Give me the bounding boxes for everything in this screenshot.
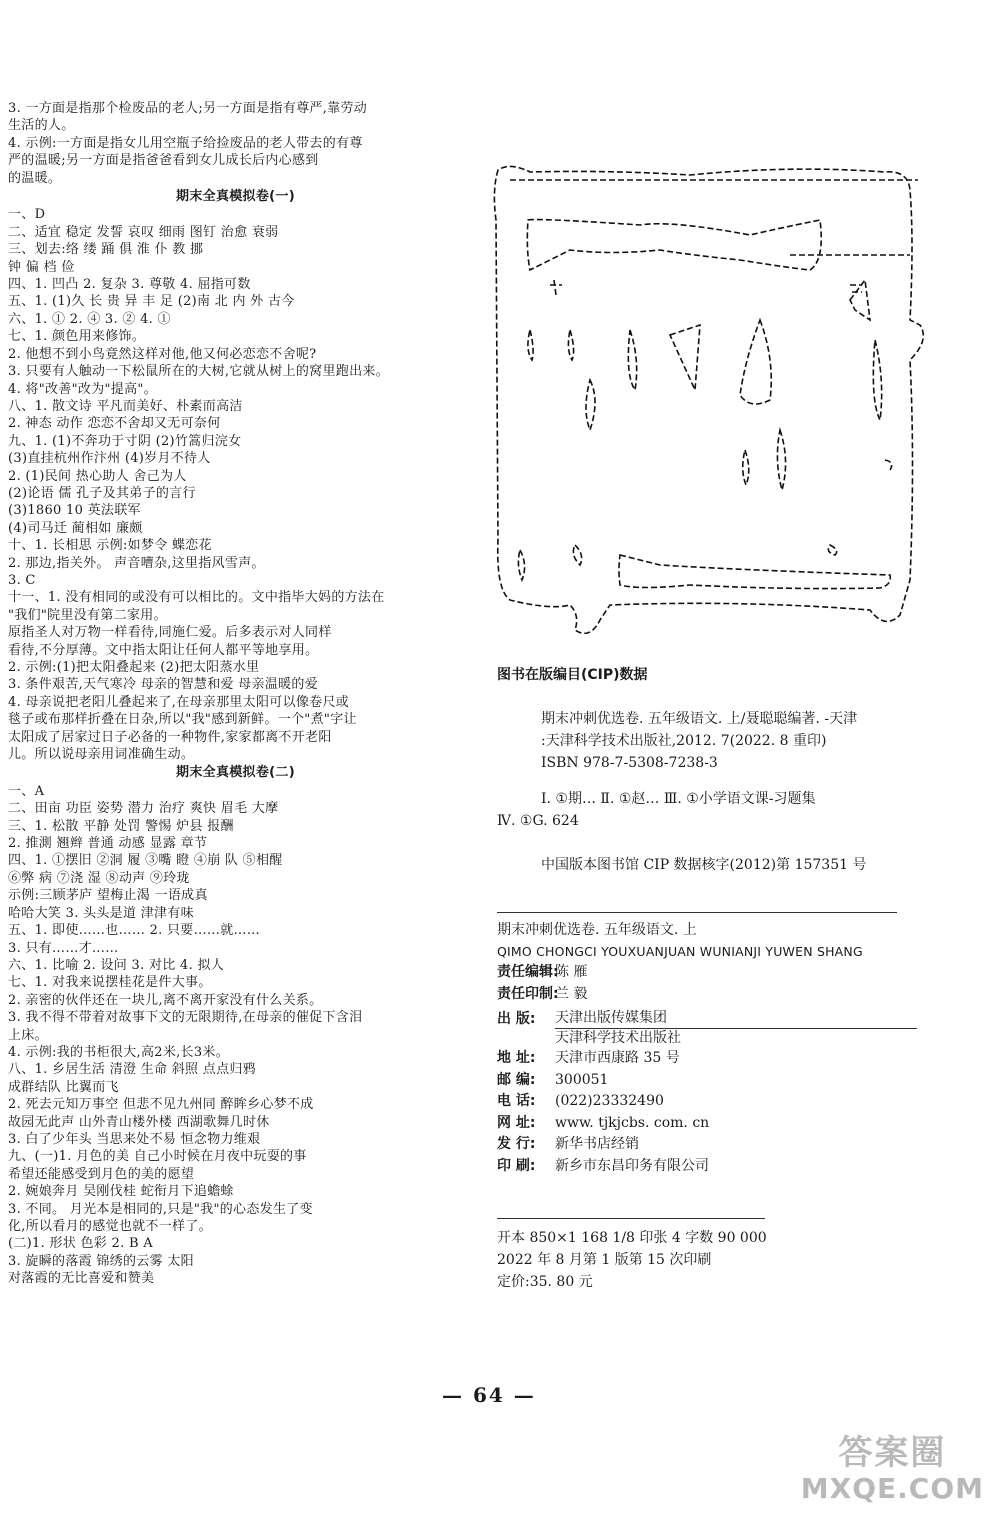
answer-line: 十一、1. 没有相同的或没有可以相比的。文中指毕大妈的方法在 <box>8 590 385 606</box>
answer-line: (2)论语 儒 孔子及其弟子的言行 <box>8 485 196 501</box>
phone-row <box>497 1091 917 1113</box>
postcode-value: 300051 <box>555 1071 609 1088</box>
editor-value: 陈 雁 <box>555 964 588 980</box>
edition-line: 2022 年 8 月第 1 版第 15 次印刷 <box>497 1252 712 1268</box>
answer-line: 2. 示例:(1)把太阳叠起来 (2)把太阳蒸水里 <box>8 660 260 675</box>
answer-line: "我们"院里没有第二家用。 <box>8 607 167 623</box>
phone-label: 电 话: <box>497 1093 536 1109</box>
phone-value: (022)23332490 <box>555 1093 664 1109</box>
answer-line: 六、1. 比喻 2. 设问 3. 对比 4. 拟人 <box>8 957 225 973</box>
cip-class-1: Ⅰ. ①期… Ⅱ. ①赵… Ⅲ. ①小学语文课-习题集 <box>541 791 816 807</box>
answer-line: 严的温暖;另一方面是指爸爸看到女儿成长后内心感到 <box>8 153 319 169</box>
answer-line: 3. 只要有人触动一下松鼠所在的大树,它就从树上的窝里跑出来。 <box>8 364 389 380</box>
printing-value: 新乡市东昌印务有限公司 <box>555 1157 709 1174</box>
cip-approval: 中国版本图书馆 CIP 数据核字(2012)第 157351 号 <box>541 857 867 873</box>
answer-line: 4. 示例:我的书柜很大,高2米,长3米。 <box>8 1044 230 1060</box>
book-title-pinyin: QIMO CHONGCI YOUXUANJUAN WUNIANJI YUWEN SHANG <box>497 944 863 959</box>
answer-line: 3. 白了少年头 当思来处不易 恒念物力维艰 <box>8 1131 261 1147</box>
answer-line: 3. 旋瞬的落霞 锦绣的云雾 太阳 <box>8 1253 194 1269</box>
printing-row <box>497 1156 917 1178</box>
publisher-row <box>497 1009 917 1048</box>
answer-line: 化,所以看月的感觉也就不一样了。 <box>8 1219 212 1234</box>
answer-line: 七、1. 对我来说摆桂花是件大事。 <box>8 975 212 991</box>
answer-line: 毯子或布那样折叠在日杂,所以"我"感到新鲜。一个"煮"字让 <box>8 712 357 728</box>
answer-line: 五、1. 即使……也…… 2. 只要……就…… <box>8 923 261 939</box>
answer-line: 示例:三顾茅庐 望梅止渴 一语成真 <box>8 888 208 904</box>
format-line: 开本 850×1 168 1/8 印张 4 字数 90 000 <box>497 1230 767 1246</box>
answer-line: 一、A <box>8 783 45 799</box>
answer-line: (二)1. 形状 色彩 2. B A <box>8 1236 153 1252</box>
line-art-icon <box>490 160 940 640</box>
distribution-value: 新华书店经销 <box>555 1136 639 1152</box>
answer-line: 五、1. (1)久 长 贵 异 丰 足 (2)南 北 内 外 古今 <box>8 294 295 310</box>
page-number: — 64 — <box>442 1383 536 1407</box>
answer-line: 3. 一方面是指那个检废品的老人;另一方面是指有尊严,靠劳动 <box>8 101 368 116</box>
answer-line: 3. 不同。 月光本是相同的,只是"我"的心态发生了变 <box>8 1201 313 1217</box>
postcode-label: 邮 编: <box>497 1071 536 1088</box>
answer-line: 哈哈大笑 3. 头头是道 津津有味 <box>8 905 194 921</box>
answer-line: 3. 只有……才…… <box>8 940 119 956</box>
answer-line: 看待,不分厚薄。文中指太阳让任何人都平等地享用。 <box>8 642 319 658</box>
web-value: www. tjkjcbs. com. cn <box>555 1114 710 1131</box>
answer-line: 儿。所以说母亲用词准确生动。 <box>8 747 195 763</box>
answer-line: 二、田亩 功臣 姿势 潜力 治疗 爽快 眉毛 大摩 <box>8 801 279 817</box>
answer-line: 四、1. 凹凸 2. 复杂 3. 尊敬 4. 屈指可数 <box>8 277 251 293</box>
printing-label: 印 刷: <box>497 1157 536 1174</box>
answer-line: 八、1. 散文诗 平凡而美好、朴素而高洁 <box>8 398 243 414</box>
section-heading: 期末全真模拟卷(二) <box>176 765 295 781</box>
answer-line: 3. 条件艰苦,天气寒冷 母亲的智慧和爱 母亲温暖的爱 <box>8 677 319 693</box>
distribution-label: 发 行: <box>497 1136 536 1152</box>
answer-line: 原指圣人对万物一样看待,同施仁爱。后多表示对人同样 <box>8 625 332 641</box>
answer-line: 六、1. ① 2. ④ 3. ② 4. ① <box>8 311 171 327</box>
answer-line: 三、划去:络 缕 踊 俱 淮 仆 教 挪 <box>8 242 204 258</box>
cip-class-2: Ⅳ. ①G. 624 <box>497 813 579 829</box>
address-label: 地 址: <box>497 1050 536 1066</box>
answer-line: 希望还能感受到月色的美的愿望 <box>8 1166 195 1182</box>
book-title: 期末冲刺优选卷. 五年级语文. 上 <box>497 922 697 938</box>
answer-line: 生活的人。 <box>8 118 75 134</box>
answer-line: 2. 亲密的伙伴还在一块儿,离不离开家没有什么关系。 <box>8 992 323 1008</box>
answer-line: (3)1860 10 英法联军 <box>8 503 141 519</box>
cip-line-1: 期末冲刺优选卷. 五年级语文. 上/聂聪聪编著. -天津 <box>541 711 858 727</box>
answer-line: 上床。 <box>8 1027 48 1043</box>
publisher-box <box>555 1009 917 1048</box>
answer-line: 成群结队 比翼而飞 <box>8 1079 119 1095</box>
answer-line: 2. 那边,指关外。 声音嘈杂,这里指风雪声。 <box>8 555 265 571</box>
answer-line: ⑥弊 病 ⑦浇 湿 ⑧动声 ⑨玲珑 <box>8 870 190 886</box>
editor-row <box>497 962 917 984</box>
watermark-cn: 答案圈 <box>838 1433 947 1473</box>
decorative-line-art <box>490 160 940 640</box>
web-row <box>497 1113 917 1135</box>
cip-block <box>497 664 917 876</box>
spec-block <box>497 1227 767 1293</box>
answer-line: 2. 他想不到小鸟竟然这样对他,他又何必恋恋不舍呢? <box>8 346 317 362</box>
postcode-row <box>497 1070 917 1092</box>
answer-line: 八、1. 乡居生活 清澄 生命 斜照 点点归鸦 <box>8 1062 256 1078</box>
answer-line: 十、1. 长相思 示例:如梦令 蝶恋花 <box>8 538 212 554</box>
answer-line: 故园无此声 山外青山楼外楼 西湖歌舞几时休 <box>8 1114 270 1130</box>
answer-line: 2. 婉娘奔月 吴刚伐桂 蛇衔月下追蟾蜍 <box>8 1184 234 1200</box>
printer-row <box>497 984 917 1006</box>
answer-line: 七、1. 颜色用来修饰。 <box>8 329 146 345</box>
publication-info <box>497 920 917 1177</box>
cip-line-2: :天津科学技术出版社,2012. 7(2022. 8 重印) <box>541 733 827 749</box>
cip-title: 图书在版编目(CIP)数据 <box>497 667 648 683</box>
answer-line: 一、D <box>8 207 46 223</box>
answer-line: 的温暖。 <box>8 170 62 186</box>
answer-column <box>8 100 463 1288</box>
answer-line: 3. 我不得不带着对故事下文的无限期待,在母亲的催促下含泪 <box>8 1010 363 1026</box>
web-label: 网 址: <box>497 1114 536 1131</box>
publisher-group: 天津出版传媒集团 <box>555 1009 917 1029</box>
answer-line: (4)司马迁 蔺相如 廉颇 <box>8 520 143 536</box>
answer-line: 4. 示例:一方面是指女儿用空瓶子给捡废品的老人带去的有尊 <box>8 135 363 151</box>
address-row <box>497 1048 917 1070</box>
answer-line: 太阳成了居家过日子必备的一种物件,家家都离不开老阳 <box>8 729 332 745</box>
answer-line: 2. 死去元知万事空 但悲不见九州同 醉眸乡心梦不成 <box>8 1097 314 1113</box>
watermark <box>801 1434 984 1505</box>
publisher-name: 天津科学技术出版社 <box>555 1030 681 1046</box>
watermark-url: MXQE.COM <box>800 1472 984 1505</box>
divider-top <box>497 912 897 913</box>
answer-line: 四、1. ①摆旧 ②洞 履 ③嘴 瞪 ④崩 队 ⑤相醒 <box>8 853 283 869</box>
answer-line: 2. (1)民间 热心助人 舍己为人 <box>8 468 187 484</box>
answer-line: 九、(一)1. 月色的美 自己小时候在月夜中玩耍的事 <box>8 1149 307 1165</box>
printer-label: 责任印制: <box>497 985 559 1002</box>
answer-line: 2. 神态 动作 恋恋不舍却又无可奈何 <box>8 416 221 432</box>
answer-line: 对落霞的无比喜爱和赞美 <box>8 1271 155 1287</box>
answer-line: 4. 母亲说把老阳儿叠起来了,在母亲那里太阳可以像卷尺或 <box>8 694 350 710</box>
editor-label: 责任编辑: <box>497 964 559 980</box>
answer-line: (3)直挂杭州作汴州 (4)岁月不待人 <box>8 451 211 467</box>
answer-line: 三、1. 松散 平静 处罚 警惕 炉县 报酬 <box>8 818 234 834</box>
answer-line: 2. 推測 翘辫 普通 动感 显露 章节 <box>8 836 208 852</box>
distribution-row <box>497 1134 917 1156</box>
price-line: 定价:35. 80 元 <box>497 1274 593 1290</box>
answer-line: 九、1. (1)不奔功于寸阴 (2)竹篙归浣女 <box>8 433 242 449</box>
answer-line: 二、适宜 稳定 发誓 哀叹 细雨 图钉 治愈 衰弱 <box>8 224 279 240</box>
section-heading: 期末全真模拟卷(一) <box>176 189 295 205</box>
answer-line: 4. 将"改善"改为"提高"。 <box>8 381 157 397</box>
answer-line: 钟 偏 档 俭 <box>8 259 75 275</box>
publisher-label: 出 版: <box>497 1011 536 1027</box>
divider-bottom <box>497 1218 765 1219</box>
address-value: 天津市西康路 35 号 <box>555 1050 680 1066</box>
answer-line: 3. C <box>8 572 36 588</box>
printer-value: 兰 毅 <box>555 985 588 1002</box>
cip-isbn: ISBN 978-7-5308-7238-3 <box>541 755 718 771</box>
